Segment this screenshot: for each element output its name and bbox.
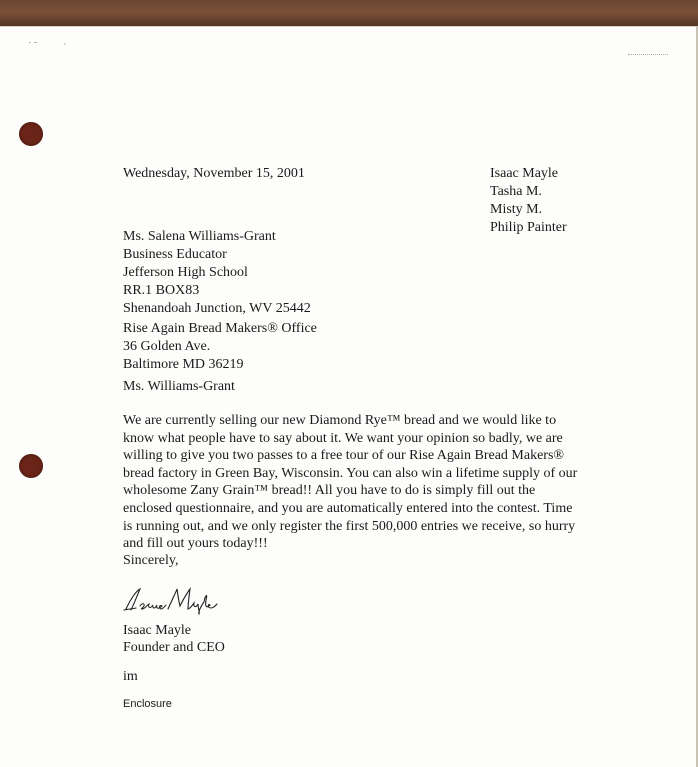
- typist-initials: im: [123, 669, 138, 684]
- office-city: Baltimore MD 36219: [123, 357, 244, 372]
- punch-hole-top: [19, 122, 43, 146]
- sender-name: Misty M.: [490, 202, 543, 217]
- sender-name: Isaac Mayle: [490, 166, 559, 181]
- body-line: and fill out yours today!!!: [123, 536, 268, 552]
- recipient-address-line: Shenandoah Junction, WV 25442: [123, 301, 311, 316]
- sender-name: Tasha M.: [490, 184, 542, 199]
- letter-body: [123, 412, 583, 553]
- signer-name: Isaac Mayle: [123, 623, 192, 638]
- punch-hole-middle: [19, 454, 43, 478]
- sender-name: Philip Painter: [490, 220, 567, 235]
- office-address-block: [123, 320, 317, 374]
- recipient-address-line: RR.1 BOX83: [123, 283, 200, 298]
- signer-title: Founder and CEO: [123, 640, 225, 655]
- office-street: 36 Golden Ave.: [123, 339, 211, 354]
- body-line: bread factory in Green Bay, Wisconsin. You can also win a lifetime supply of our: [123, 465, 578, 481]
- office-name: Rise Again Bread Makers® Office: [123, 321, 317, 336]
- body-line: wholesome Zany Grain™ bread!! All you have to do is simply fill out the: [123, 483, 536, 499]
- paper-mark: `: [63, 43, 67, 54]
- paper-mark: ˙ ˜: [28, 41, 38, 52]
- body-line: We are currently selling our new Diamond Rye™ bread and we would like to: [123, 413, 557, 428]
- recipient-title: Business Educator: [123, 247, 227, 262]
- closing: Sincerely,: [123, 553, 179, 568]
- body-line: willing to give you two passes to a free tour of our Rise Again Bread Makers®: [123, 448, 565, 464]
- recipient-address-block: [123, 228, 311, 318]
- letter-date: Wednesday, November 15, 2001: [123, 166, 305, 181]
- salutation: Ms. Williams-Grant: [123, 379, 235, 394]
- letter-page: [0, 26, 698, 767]
- body-line: know what people have to say about it. We want your opinion so badly, we are: [123, 430, 563, 446]
- handwritten-signature: [120, 582, 220, 616]
- recipient-name: Ms. Salena Williams-Grant: [123, 229, 276, 244]
- body-line: enclosed questionnaire, and you are automatically entered into the contest. Time: [123, 500, 573, 516]
- paper-mark: [628, 54, 668, 55]
- enclosure-notation: Enclosure: [123, 698, 172, 710]
- recipient-school: Jefferson High School: [123, 265, 248, 280]
- body-line: is running out, and we only register the first 500,000 entries we receive, so hurry: [123, 518, 576, 534]
- sender-list: [490, 165, 567, 237]
